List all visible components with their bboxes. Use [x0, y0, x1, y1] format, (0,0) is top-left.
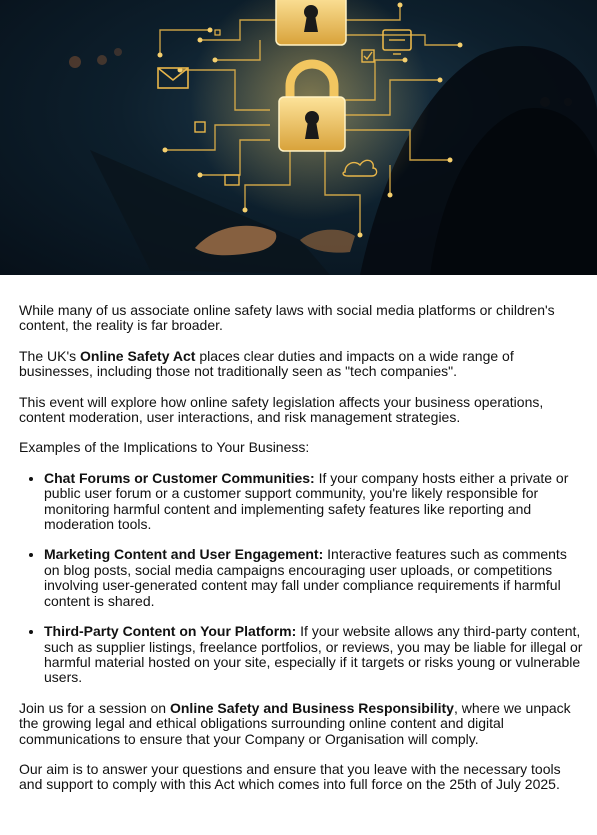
session-text-post: , where we unpack the growing legal and ethical obligations surrounding online content and digital communications to ensure that your Company or Organisation will comply.	[19, 699, 571, 747]
padlock-circuit-illustration	[0, 0, 597, 275]
session-name: Online Safety and Business Responsibility	[169, 699, 454, 716]
list-item	[44, 624, 583, 686]
example-title: Marketing Content and User Engagement:	[44, 546, 324, 563]
example-text: If your company hosts either a private or public user forum or a customer support community, you're likely responsible for monitoring harmful content and implementing safety features like reporting and moderation tools.	[44, 469, 569, 533]
uk-act-text-post: places clear duties and impacts on a wide range of businesses, including those not traditionally seen as "tech companies".	[19, 347, 514, 380]
example-text: If your website allows any third-party content, such as supplier listings, freelance portfolios, or reviews, you may be liable for illegal or harmful material hosted on your site, especially if it targets or risks young or vulnerable users.	[44, 623, 583, 686]
list-item	[44, 547, 583, 609]
session-text-pre: Join us for a session on	[19, 699, 170, 716]
list-item	[44, 471, 583, 533]
article-body	[0, 275, 597, 793]
uk-act-paragraph	[19, 349, 583, 380]
session-paragraph	[19, 701, 583, 747]
example-text: Interactive features such as comments on blog posts, social media campaigns encouraging user uploads, or competitions involving user-generated content may fall under compliance requirements if harmful content is shared.	[44, 546, 567, 609]
example-title: Third-Party Content on Your Platform:	[44, 623, 297, 640]
intro-paragraph: While many of us associate online safety laws with social media platforms or children's content, the reality is far broader.	[19, 302, 555, 334]
hero-image	[0, 0, 597, 275]
aim-paragraph: Our aim is to answer your questions and ensure that you leave with the necessary tools and support to comply with this Act which comes into full force on the 25th of July 2025.	[19, 760, 561, 793]
uk-act-text-pre: The UK's	[19, 347, 81, 364]
event-paragraph: This event will explore how online safety legislation affects your business operations, content moderation, user interactions, and risk management strategies.	[19, 393, 544, 426]
uk-act-name: Online Safety Act	[80, 347, 196, 364]
examples-list	[19, 471, 583, 686]
examples-heading: Examples of the Implications to Your Business:	[19, 439, 310, 456]
example-title: Chat Forums or Customer Communities:	[44, 469, 315, 486]
